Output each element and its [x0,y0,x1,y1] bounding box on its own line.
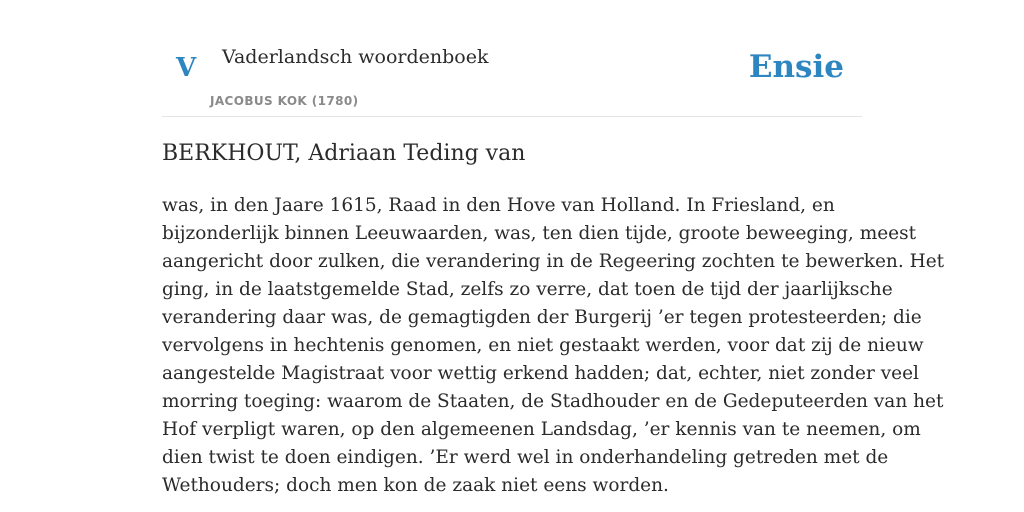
entry-line: Wethouders; doch men kon de zaak niet eens worden. [162,475,669,496]
entry-body [162,192,945,500]
entry-line: was, in den Jaare 1615, Raad in den Hove van Holland. In Friesland, en [162,195,835,216]
entry-line: aangericht door zulken, die verandering in de Regeering zochten te bewerken. Het [162,251,945,272]
entry-line: aangestelde Magistraat voor wettig erkend hadden; dat, echter, niet zonder veel [162,363,919,384]
entry-line: ging, in de laatstgemelde Stad, zelfs zo verre, dat toen de tijd der jaarlijksche [162,279,893,300]
book-header [162,0,862,117]
entry-line: Hof verpligt waren, op den algemeenen Landsdag, ’er kennis van te neemen, om [162,419,921,440]
entry-line: dien twist te doen eindigen. ’Er werd wel in onderhandeling getreden met de [162,447,889,468]
book-author: JACOBUS KOK (1780) [210,94,359,108]
entry-line: vervolgens in hechtenis genomen, en niet gestaakt werden, voor dat zij de nieuw [162,335,924,356]
page [162,0,945,496]
entry-line: bijzonderlijk binnen Leeuwaarden, was, ten dien tijde, groote beweeging, meest [162,223,917,244]
entry-line: morring toeging: waarom de Staaten, de Stadhouder en de Gedeputeerden van het [162,391,944,412]
ensie-logo[interactable]: Ensie [748,49,844,85]
book-title[interactable]: Vaderlandsch woordenboek [222,46,489,68]
entry-line: verandering daar was, de gemagtigden der Burgerij ’er tegen protesteerden; die [162,307,922,328]
entry-title: BERKHOUT, Adriaan Teding van [162,141,526,166]
book-letter-badge: V [176,53,197,83]
